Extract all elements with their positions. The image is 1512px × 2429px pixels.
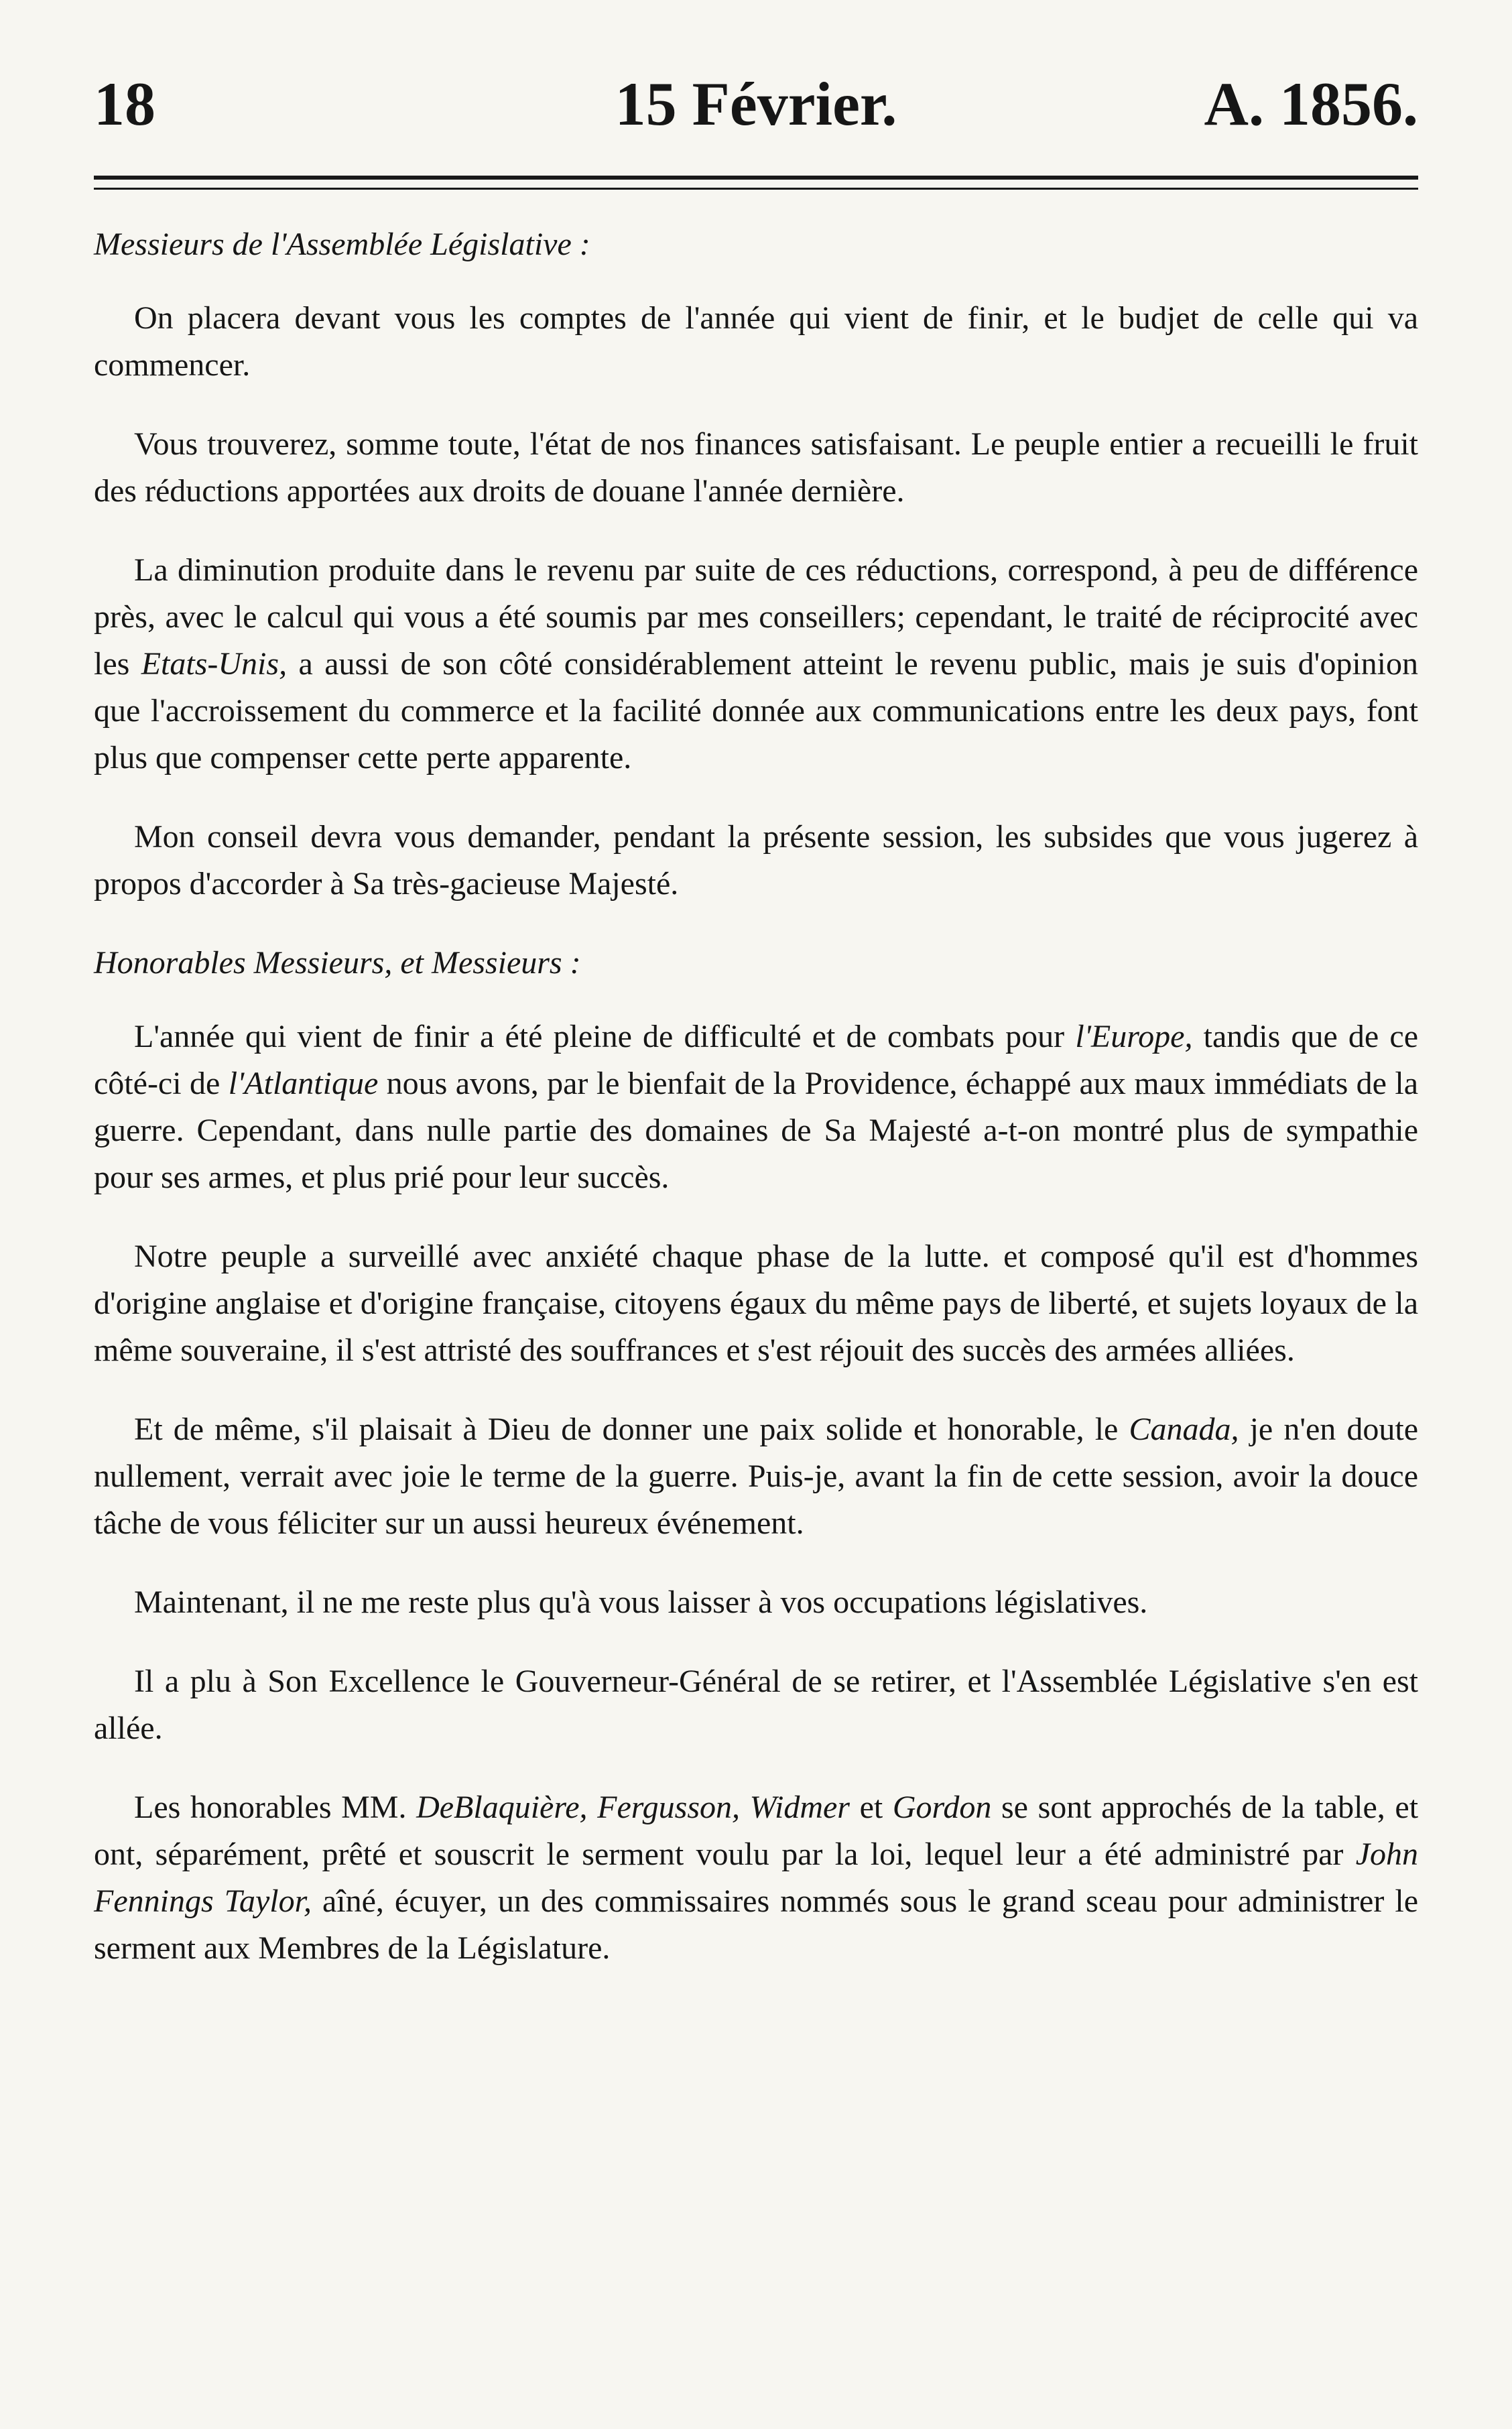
text-span: La diminution produite dans le revenu par suite de ces réductions, correspond, à peu de différence près, avec le calcul qui vous a été soumis par mes conseillers; cependant, le traité de réciprocité avec les: [94, 552, 1418, 682]
paragraph-finances: Vous trouverez, somme toute, l'état de nos finances satisfaisant. Le peuple entier a recueilli le fruit des réductions apportées aux droits de douane l'année dernière.: [94, 426, 1418, 509]
paragraph-subsidies: Mon conseil devra vous demander, pendant la présente session, les subsides que vous jugerez à propos d'accorder à Sa très-gacieuse Majesté.: [94, 819, 1418, 901]
italic-text: Etats-Unis,: [141, 646, 288, 682]
text-span: [740, 1790, 750, 1825]
page-header: [94, 64, 1418, 144]
text-span: se sont approchés de la table, et ont, séparément, prêté et souscrit le serment voulu par la loi, lequel leur a été administré par: [94, 1790, 1419, 1872]
paragraph-governor-retires: Il a plu à Son Excellence le Gouverneur-Général de se retirer, et l'Assemblée Législative s'en est allée.: [94, 1664, 1418, 1746]
italic-text: John Fennings Taylor,: [94, 1836, 1418, 1919]
header-rule-thick: [94, 176, 1418, 180]
header-rule-thin: [94, 188, 1418, 190]
paragraph-oath: [94, 1784, 1418, 1972]
text-span: tandis que de ce côté-ci de: [94, 1019, 1419, 1101]
text-span: aîné, écuyer, un des commissaires nommés sous le grand sceau pour administrer le serment aux Membres de la Législature.: [94, 1883, 1418, 1966]
text-span: nous avons, par le bienfait de la Providence, échappé aux maux immédiats de la guerre. Cependant, dans nulle partie des domaines de Sa Majesté a-t-on montré plus de sympathie pour ses armes, et plus prié pour leur succès.: [94, 1066, 1419, 1195]
text-span: [588, 1790, 598, 1825]
header-year: A. 1856.: [1204, 70, 1418, 138]
address-honorable-gentlemen: Honorables Messieurs, et Messieurs :: [94, 945, 581, 981]
italic-text: Canada,: [1129, 1412, 1239, 1447]
text-span: je n'en doute nullement, verrait avec joie le terme de la guerre. Puis-je, avant la fin de cette session, avoir la douce tâche de vous féliciter sur un aussi heureux événement.: [94, 1412, 1419, 1541]
document-body: [94, 221, 1418, 2004]
italic-text: DeBlaquière,: [416, 1790, 588, 1825]
text-span: Et de même, s'il plaisait à Dieu de donner une paix solide et honorable, le: [134, 1412, 1129, 1447]
paragraph-people-struggle: Notre peuple a surveillé avec anxiété chaque phase de la lutte. et composé qu'il est d'hommes d'origine anglaise et d'origine française, citoyens égaux du même pays de liberté, et sujets loyaux de la même souveraine, il s'est attristé des souffrances et s'est réjouit des succès des armées alliées.: [94, 1239, 1418, 1368]
page-number: 18: [94, 70, 155, 138]
text-span: et: [849, 1790, 893, 1825]
italic-text: l'Atlantique: [228, 1066, 379, 1101]
text-span: L'année qui vient de finir a été pleine de difficulté et de combats pour: [134, 1019, 1076, 1054]
italic-text: l'Europe,: [1075, 1019, 1193, 1054]
paragraph-closing: Maintenant, il ne me reste plus qu'à vous laisser à vos occupations législatives.: [134, 1584, 1148, 1620]
paragraph-revenue-reciprocity: [94, 547, 1418, 782]
header-date: 15 Février.: [615, 70, 897, 138]
text-span: a aussi de son côté considérablement atteint le revenu public, mais je suis d'opinion que l'accroissement du commerce et la facilité donnée aux communications entre les deux pays, font plus que compenser cette perte apparente.: [94, 646, 1418, 775]
italic-text: Widmer: [749, 1790, 850, 1825]
paragraph-war-europe: [94, 1013, 1418, 1201]
italic-text: Gordon: [892, 1790, 992, 1825]
paragraph-accounts-budget: On placera devant vous les comptes de l'année qui vient de finir, et le budjet de celle qui va commencer.: [94, 300, 1418, 383]
text-span: Les honorables MM.: [134, 1790, 417, 1825]
italic-text: Fergusson,: [597, 1790, 741, 1825]
paragraph-peace-canada: [94, 1406, 1418, 1547]
address-legislative-assembly: Messieurs de l'Assemblée Législative :: [94, 227, 590, 262]
